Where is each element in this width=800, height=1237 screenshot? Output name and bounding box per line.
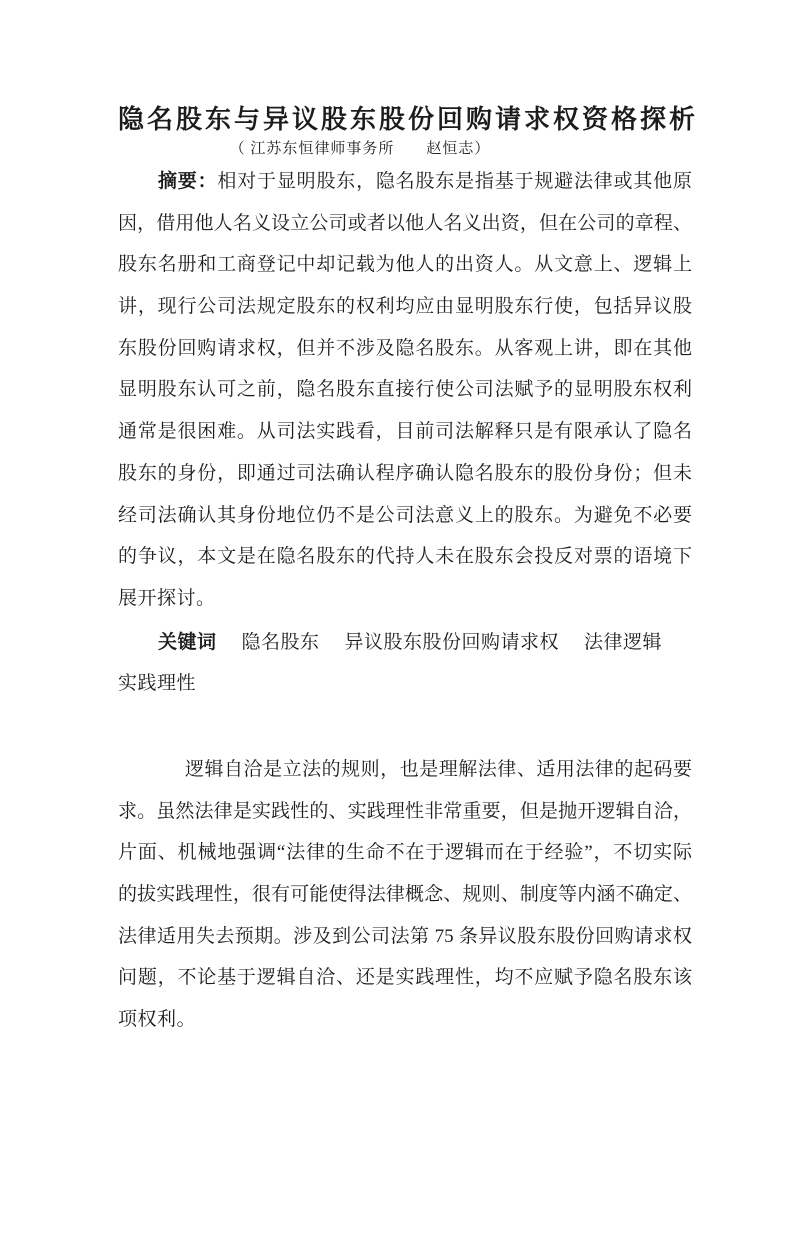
body-line: 问题，不论基于逻辑自洽、还是实践理性，均不应赋予隐名股东该 [118, 967, 692, 989]
abstract-line: 股东名册和工商登记中却记载为他人的出资人。从文意上、逻辑上 [118, 254, 692, 276]
keyword-term: 异议股东股份回购请求权 [344, 631, 560, 653]
abstract-line: 东股份回购请求权，但并不涉及隐名股东。从客观上讲，即在其他 [118, 337, 692, 359]
body-line: 求。虽然法律是实践性的、实践理性非常重要，但是抛开逻辑自洽， [118, 800, 692, 822]
abstract-text: 相对于显明股东，隐名股东是指基于规避法律或其他原 [217, 171, 692, 192]
body-line: 片面、机械地强调“法律的生命不在于逻辑而在于经验”，不切实际 [118, 842, 692, 864]
abstract-line: 的争议，本文是在隐名股东的代持人未在股东会投反对票的语境下 [118, 546, 692, 568]
body-line: 的拔实践理性，很有可能使得法律概念、规则、制度等内涵不确定、 [118, 884, 692, 905]
abstract-line: 展开探讨。 [118, 587, 216, 609]
body-line: 逻辑自洽是立法的规则，也是理解法律、适用法律的起码要 [185, 758, 692, 780]
abstract-line: 因，借用他人名义设立公司或者以他人名义出资，但在公司的章程、 [118, 212, 692, 234]
keywords-paragraph [118, 622, 692, 705]
keyword-term: 实践理性 [118, 673, 197, 695]
abstract-line: 显明股东认可之前，隐名股东直接行使公司法赋予的显明股东权利 [118, 379, 692, 401]
body-line: 法律适用失去预期。涉及到公司法第 75 条异议股东股份回购请求权 [118, 925, 692, 947]
document-page [0, 105, 800, 1237]
abstract-line: 通常是很困难。从司法实践看，目前司法解释只是有限承认了隐名 [118, 421, 692, 443]
abstract-line: 股东的身份，即通过司法确认程序确认隐名股东的股份身份；但未 [118, 462, 692, 484]
abstract-line: 讲，现行公司法规定股东的权利均应由显明股东行使，包括异议股 [118, 296, 692, 318]
body-line: 项权利。 [118, 1009, 197, 1031]
abstract-paragraph [118, 161, 692, 620]
keyword-term: 法律逻辑 [584, 631, 663, 653]
body-paragraph [118, 749, 692, 1041]
document-title: 隐名股东与异议股东股份回购请求权资格探析 [118, 105, 699, 134]
keyword-term: 隐名股东 [241, 631, 320, 653]
author-byline: （ 江苏东恒律师事务所 赵恒志） [229, 141, 491, 157]
abstract-line [118, 161, 692, 203]
keywords-line [118, 622, 692, 664]
abstract-line: 经司法确认其身份地位仍不是公司法意义上的股东。为避免不必要 [118, 504, 692, 526]
keywords-label: 关键词 [158, 631, 217, 653]
abstract-label: 摘要： [158, 171, 218, 192]
